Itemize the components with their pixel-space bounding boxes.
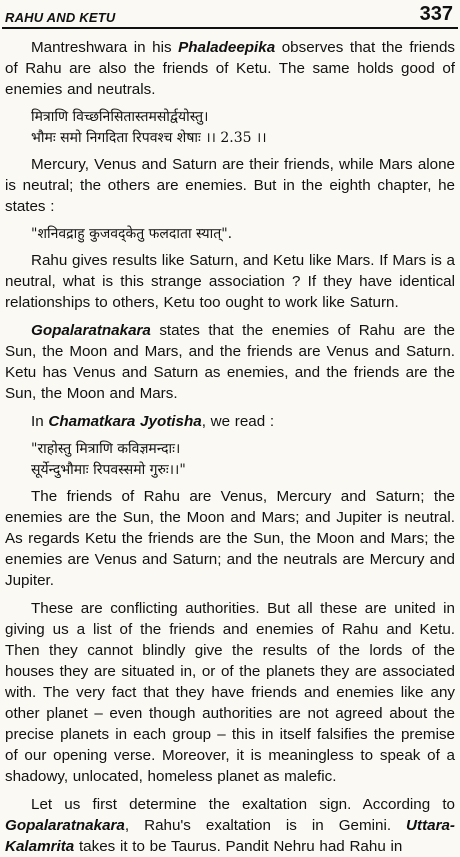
- text-run: Mantreshwara in his: [31, 39, 179, 56]
- body-text: [5, 37, 455, 857]
- book-title-emphasis: Chamatkara Jyotisha: [48, 413, 202, 430]
- header-rule: [2, 27, 458, 29]
- paragraph: [5, 598, 455, 787]
- paragraph: [5, 411, 455, 432]
- text-run: These are conflicting authorities. But all these are united in giving us a list of the friends and enemies of Rahu and Ketu. Then they cannot blindly give the results of the lords of the houses they are situated in, or of the planets they are associated with. The very fact that they have friends and enemies like any other planet – even though authorities are not agreed about the precise planets in each group – this in itself falsifies the premise of our opening verse. Moreover, it is meaningless to speak of a shadowy, unlocated, homeless planet as malefic.: [5, 600, 455, 785]
- page-number: 337: [419, 3, 453, 25]
- sanskrit-line: भौमः समो निगदिता रिपवश्च शेषाः ।। 2.35 ।।: [31, 130, 267, 146]
- text-run: takes it to be Taurus. Pandit Nehru had Rahu in: [74, 838, 403, 855]
- sanskrit-line: "शनिवद्राहु कुजवद्केतु फलदाता स्यात्".: [31, 226, 233, 242]
- text-run: observes that the friends of Rahu are also the friends of Ketu. The same holds good of enemies and neutrals.: [5, 39, 455, 98]
- running-title: RAHU AND KETU: [5, 10, 116, 25]
- book-title-emphasis: Uttara-Kalamrita: [5, 817, 455, 855]
- sanskrit-line: "राहोस्तु मित्राणि कविज्ञमन्दाः।: [31, 441, 181, 457]
- sanskrit-verse: [5, 439, 455, 481]
- sanskrit-line: मित्राणि विच्छनिसितास्तमसोर्द्वयोस्तु।: [31, 109, 209, 125]
- paragraph: [5, 37, 455, 100]
- paragraph: [5, 154, 455, 217]
- text-run: In: [31, 413, 49, 430]
- sanskrit-verse: [5, 107, 455, 149]
- text-run: The friends of Rahu are Venus, Mercury and Saturn; the enemies are the Sun, the Moon and Mars; and Jupiter is neutral. As regards Ketu the friends are the Sun, the Moon and Mars; the enemies are Venus and Saturn; and the neutrals are Mercury and Jupiter.: [5, 488, 455, 589]
- paragraph: [5, 320, 455, 404]
- paragraph: [5, 486, 455, 591]
- sanskrit-verse: [5, 224, 455, 245]
- paragraph: [5, 250, 455, 313]
- book-title-emphasis: Gopalaratnakara: [31, 322, 151, 339]
- sanskrit-line: सूर्येन्दुभौमाः रिपवस्समो गुरुः।।": [31, 462, 186, 478]
- running-header: [3, 0, 457, 25]
- text-run: states that the enemies of Rahu are the Sun, the Moon and Mars, and the friends are Venus and Saturn. Ketu has Venus and Saturn as enemies, and the friends are the Sun, the Moon and Mars.: [5, 322, 455, 402]
- text-run: Rahu gives results like Saturn, and Ketu like Mars. If Mars is a neutral, what is this strange association ? If they have identical relationships to others, Ketu too ought to work like Saturn.: [5, 252, 455, 311]
- text-run: , Rahu's exaltation is in Gemini.: [124, 817, 407, 834]
- book-title-emphasis: Phaladeepika: [178, 39, 276, 56]
- book-title-emphasis: Gopalaratnakara: [5, 817, 125, 834]
- text-run: , we read :: [201, 413, 275, 430]
- text-run: Let us first determine the exaltation sign. According to: [31, 796, 455, 813]
- text-run: Mercury, Venus and Saturn are their friends, while Mars alone is neutral; the others are enemies. But in the eighth chapter, he states :: [5, 156, 455, 215]
- paragraph: [5, 794, 455, 857]
